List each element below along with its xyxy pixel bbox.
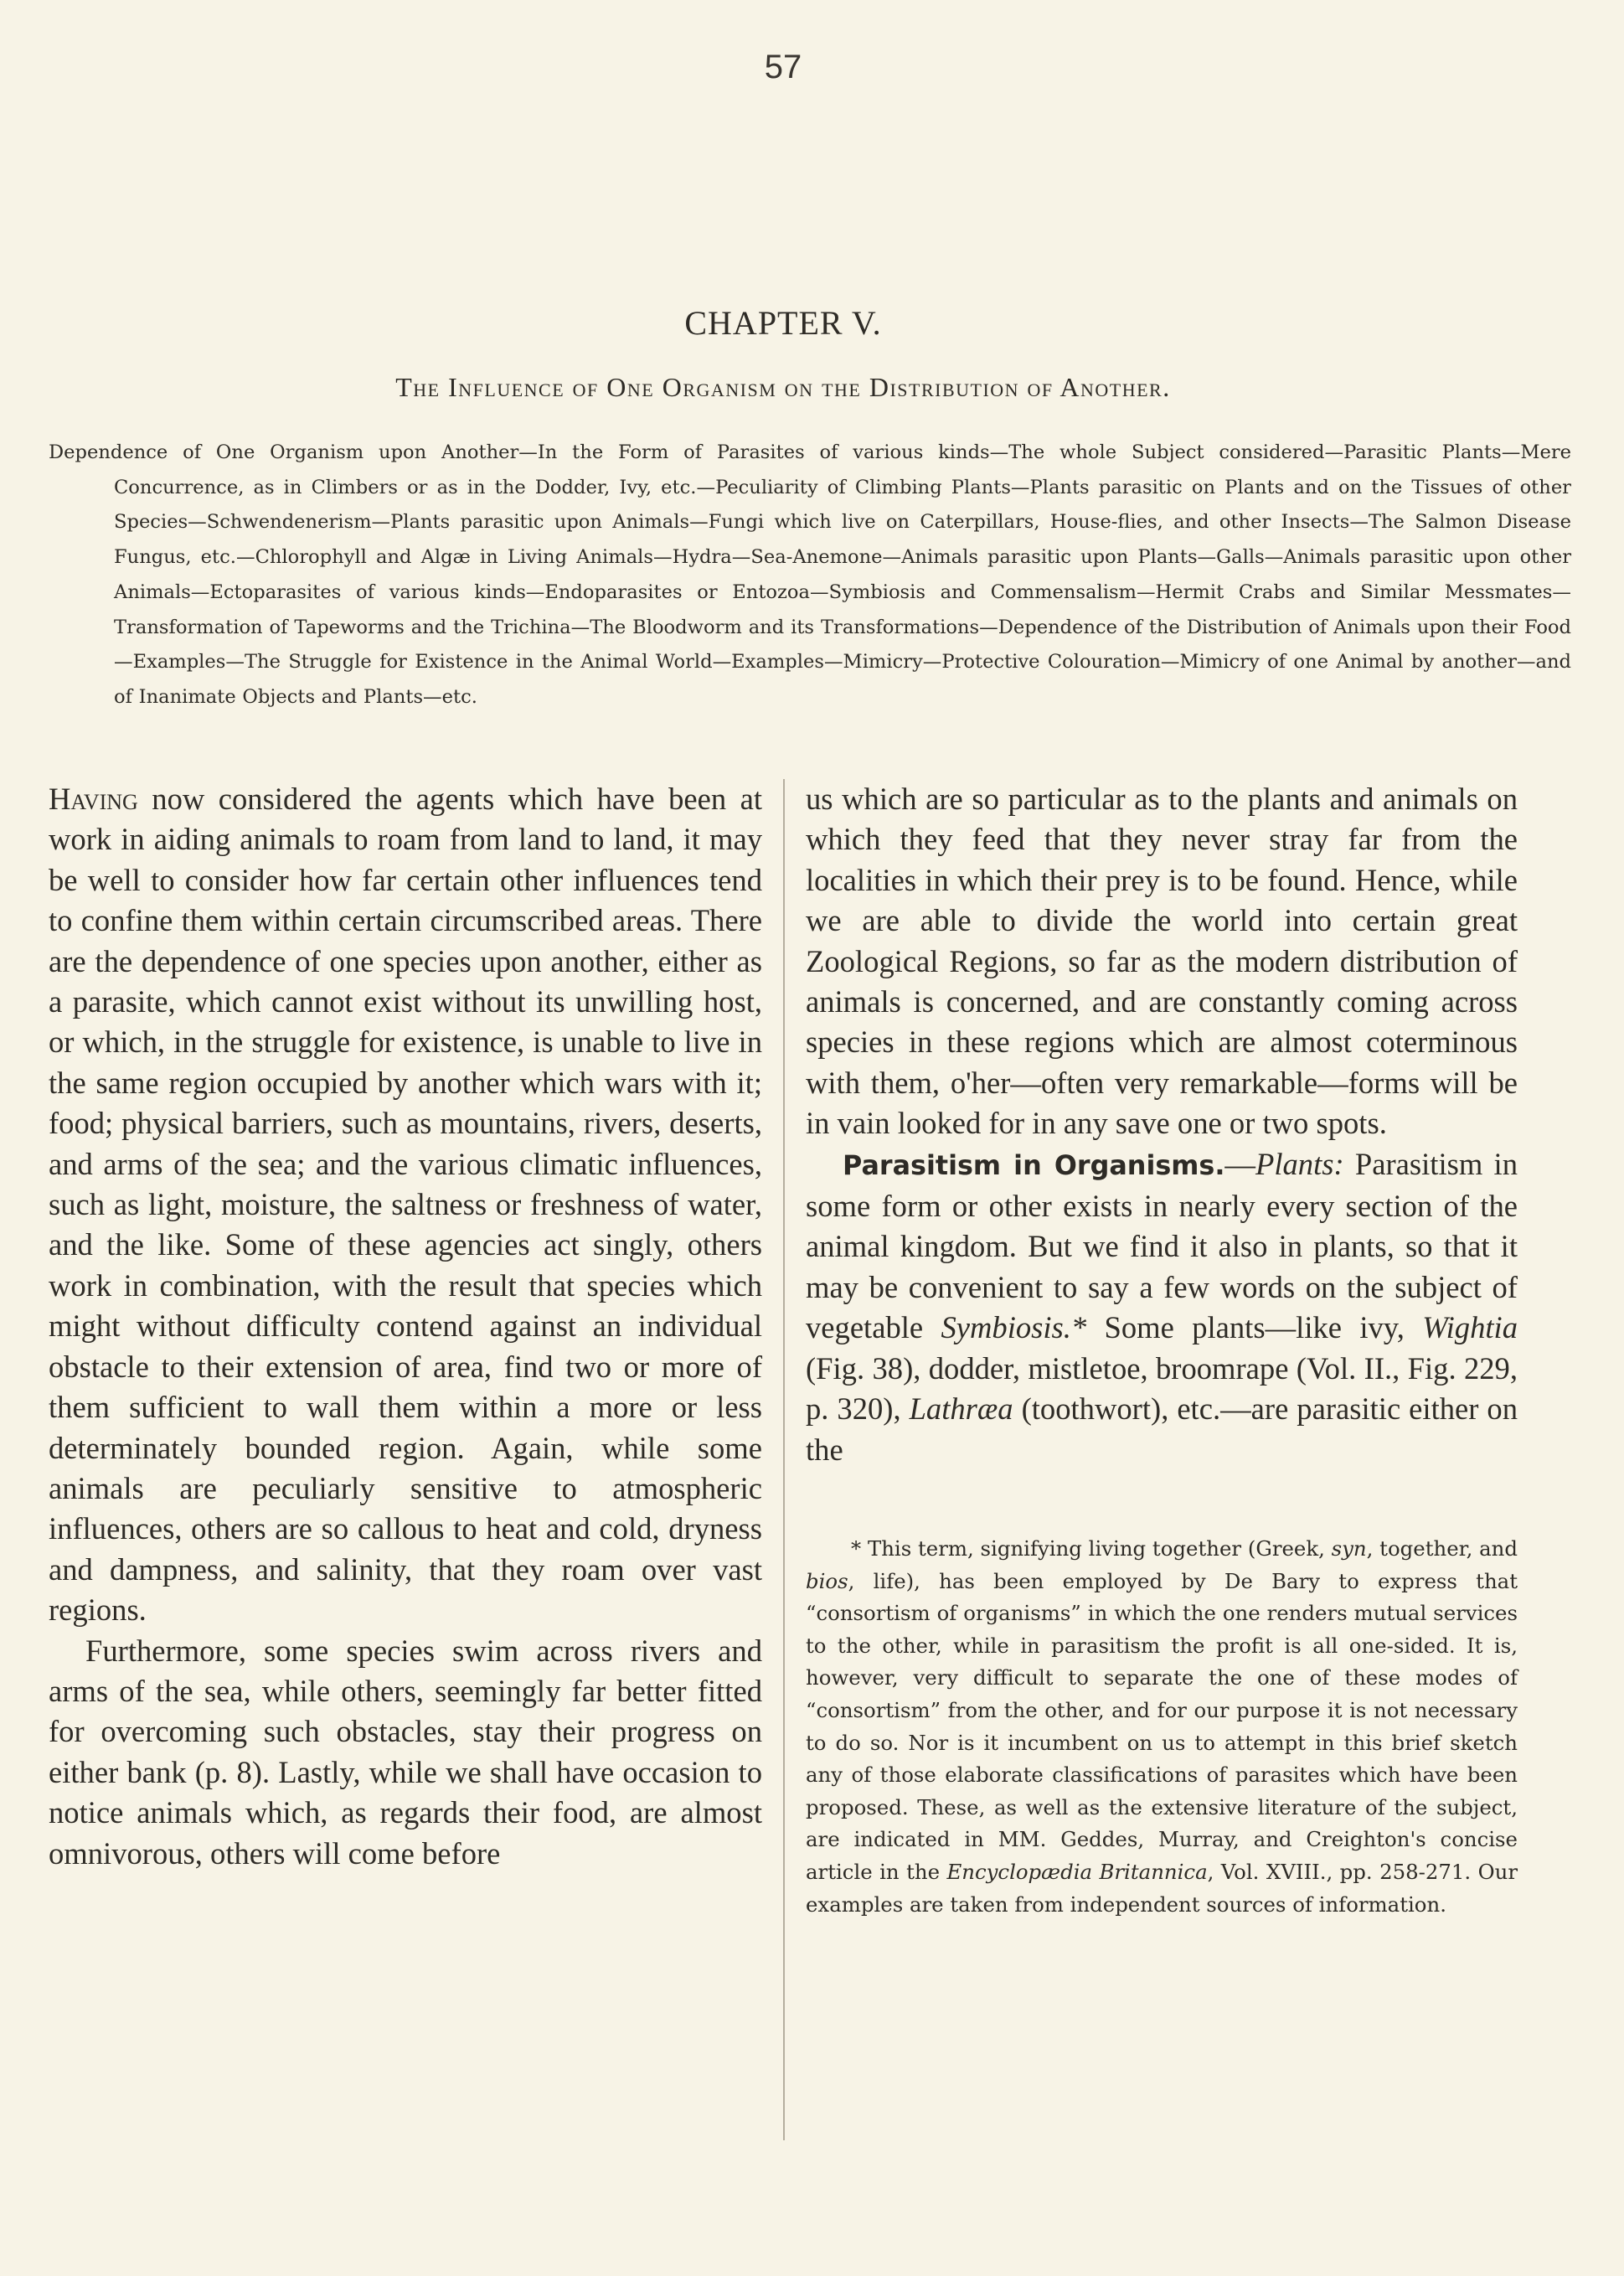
chapter-synopsis: Dependence of One Organism upon Another—In the Form of Parasites of various kinds—The whole Subject considered—Parasitic Plants—Mere Concurrence, as in Climbers or as in the Dodder, Ivy, etc.—Peculiarity of Climbing Plants—Plants parasitic on Plants and on the Tissues of other Species—Schwendenerism—Plants parasitic upon Animals—Fungi which live on Caterpillars, House-flies, and other Insects—The Salmon Disease Fungus, etc.—Chlorophyll and Algæ in Living Animals—Hydra—Sea-Anemone—Animals parasitic upon Plants—Galls—Animals parasitic upon other Animals—Ectoparasites of various kinds—Endoparasites or Entozoa—Symbiosis and Commensalism—Hermit Crabs and Similar Messmates—Transformation of Tapeworms and the Trichina—The Bloodworm and its Transformations—Dependence of the Distribution of Animals upon their Food—Examples—The Struggle for Existence in the Animal World—Examples—Mimicry—Protective Colouration—Mimicry of one Animal by another—and of Inanimate Objects and Plants—etc. <box>49 441 1571 708</box>
body-paragraph <box>806 1144 1518 1470</box>
body-paragraph: us which are so particular as to the plants and animals on which they feed that they never stray far from the localities in which their prey is to be found. Hence, while we are able to divide the world into certain great Zoological Regions, so far as the modern distribution of animals is concerned, and are constantly coming across species in these regions which are almost coterminous with them, o'her—often very remarkable—forms will be in vain looked for in any save one or two spots. <box>806 782 1518 1141</box>
italic-term: Wightia <box>1422 1310 1518 1345</box>
paragraph-text: Parasitism in some form or other exists in nearly every section of the animal kingdom. But we find it also in plants, so that it may be convenient to say a few words on the subject of vegetable <box>806 1146 1518 1345</box>
body-paragraph: Furthermore, some species swim across rivers and arms of the sea, while others, seemingly far better fitted for overcoming such obstacles, stay their progress on either bank (p. 8). Lastly, while we shall have occasion to notice animals which, as regards their food, are almost omnivorous, others will come before <box>49 1633 762 1871</box>
section-side-heading: Parasitism in Organisms. <box>843 1149 1225 1181</box>
paragraph-text: — <box>1224 1146 1255 1181</box>
footnote-text: , Vol. XVIII., pp. 258-271. Our examples are taken from independent sources of information. <box>806 1859 1518 1917</box>
chapter-title: The Influence of One Organism on the Distribution of Another. <box>395 372 1171 402</box>
paragraph-text: Some plants—like ivy, <box>1086 1310 1423 1345</box>
italic-term: bios <box>806 1568 848 1593</box>
page-number: 57 <box>764 49 802 85</box>
italic-term: Lathræa <box>909 1391 1013 1427</box>
italic-term: Encyclopædia Britannica <box>946 1859 1208 1884</box>
italic-term: Symbiosis.* <box>941 1310 1087 1345</box>
footnote <box>806 1533 1518 1921</box>
footnote-text: * This term, signifying living together (Greek, <box>851 1536 1332 1561</box>
paragraph-text: (toothwort), etc.—are parasitic either on the <box>806 1391 1518 1467</box>
italic-term: syn <box>1331 1536 1367 1561</box>
left-column <box>49 779 762 1874</box>
paragraph-text: (Fig. 38), dodder, mistletoe, broomrape (Vol. II., Fig. 229, p. 320), <box>806 1350 1518 1427</box>
body-paragraph <box>49 779 762 1631</box>
italic-term: Plants: <box>1255 1146 1344 1181</box>
footnote-text: , life), has been employed by De Bary to express that “consortism of organisms” in which the one renders mutual services to the other, while in parasitism the profit is all one-sided. It is, however, very difficult to separate the one of these modes of “consortism” from the other, and for our purpose it is not necessary to do so. Nor is it incumbent on us to attempt in this brief sketch any of those elaborate classifications of parasites which have been proposed. These, as well as the extensive literature of the subject, are indicated in MM. Geddes, Murray, and Creighton's concise article in the <box>806 1568 1518 1884</box>
column-divider <box>783 779 785 2140</box>
paragraph-text: now considered the agents which have been at work in aiding animals to roam from land to land, it may be well to consider how far certain other influences tend to confine them within certain circumscribed areas. There are the dependence of one species upon another, either as a parasite, which cannot exist without its unwilling host, or which, in the struggle for existence, is unable to live in the same region occupied by another which wars with it; food; physical barriers, such as mountains, rivers, deserts, and arms of the sea; and the various climatic influences, such as light, moisture, the saltness or freshness of water, and the like. Some of these agencies act singly, others work in combination, with the result that species which might without difficulty contend against an individual obstacle to their extension of area, find two or more of them sufficient to wall them within a more or less determinately bounded region. Again, while some animals are peculiarly sensitive to atmospheric influences, others are so callous to heat and cold, dryness and dampness, and salinity, that they roam over vast regions. <box>49 782 762 1628</box>
paragraph-lead-word: Having <box>49 782 138 816</box>
footnote-text: , together, and <box>1366 1536 1518 1561</box>
chapter-heading: CHAPTER V. <box>684 304 882 342</box>
right-column <box>806 779 1518 1470</box>
